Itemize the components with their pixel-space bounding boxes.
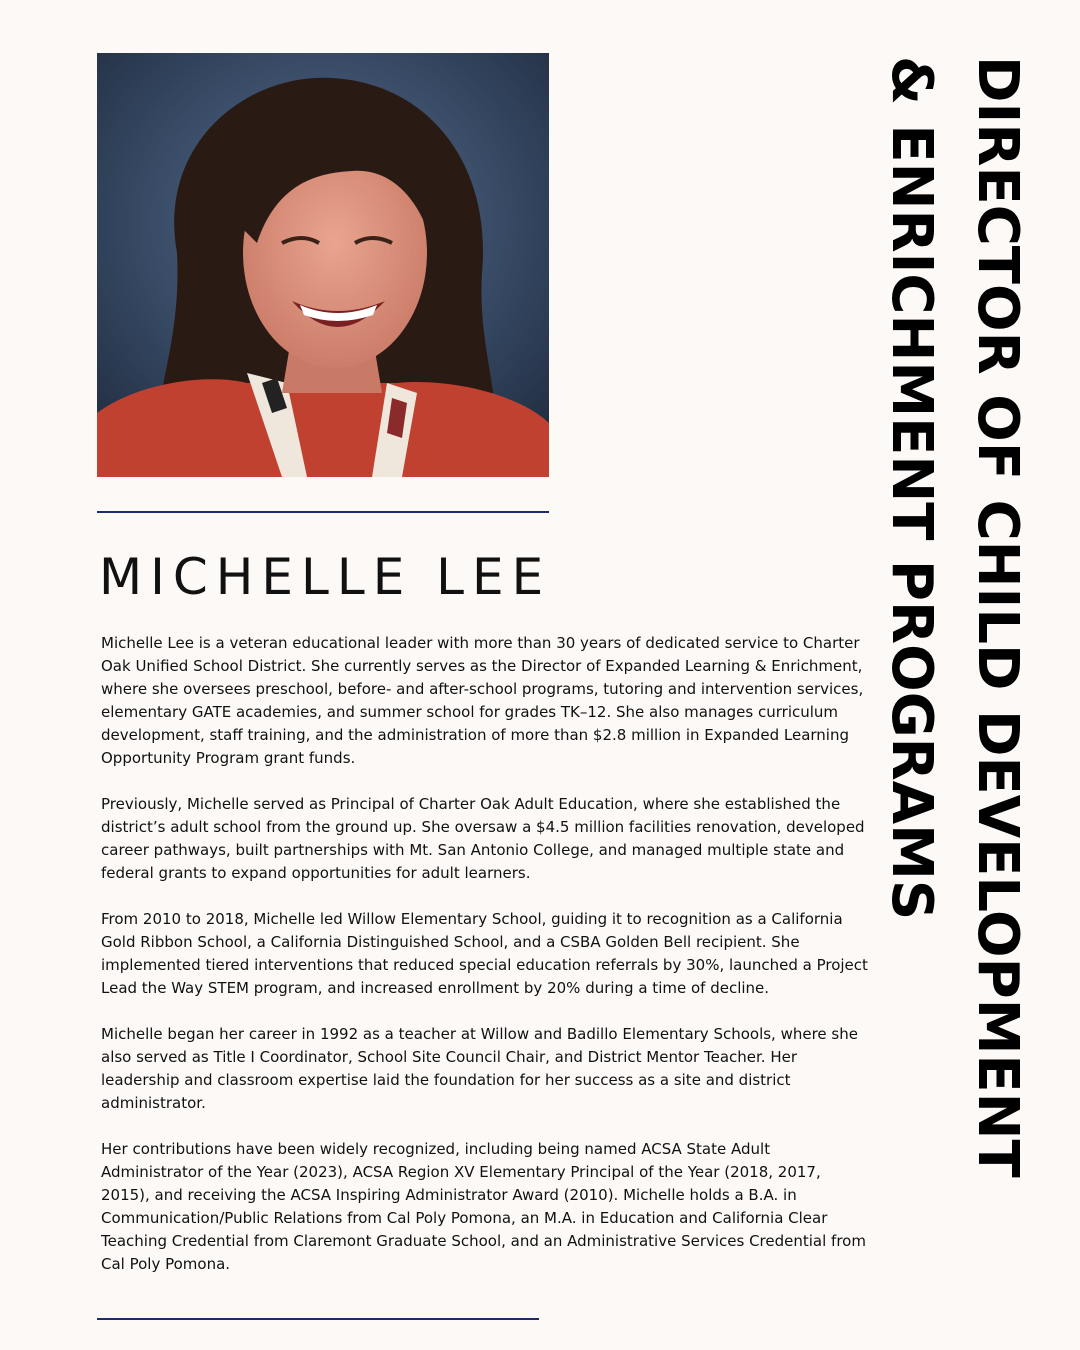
top-divider bbox=[97, 511, 549, 513]
portrait-illustration bbox=[97, 53, 549, 477]
bio-paragraph: Michelle began her career in 1992 as a teacher at Willow and Badillo Elementary Schools, where she also served as Title I Coordinator, School Site Council Chair, and District Mentor Teacher. Her leadership and classroom expertise laid the foundation for her success as a site and district administrator. bbox=[101, 1025, 858, 1112]
bio-paragraph: Her contributions have been widely recognized, including being named ACSA State Adult Administrator of the Year (2023), ACSA Region XV Elementary Principal of the Year (2018, 2017, 2015), and receiving the ACSA Inspiring Administrator Award (2010). Michelle holds a B.A. in Communication/Public Relations from Cal Poly Pomona, an M.A. in Education and California Clear Teaching Credential from Claremont Graduate School, and an Administrative Services Credential from Cal Poly Pomona. bbox=[101, 1140, 866, 1273]
person-name: MICHELLE LEE bbox=[99, 548, 552, 606]
job-title-line-2: & ENRICHMENT PROGRAMS bbox=[879, 56, 944, 921]
bio-paragraph: From 2010 to 2018, Michelle led Willow Elementary School, guiding it to recognition as a California Gold Ribbon School, a California Distinguished School, and a CSBA Golden Bell recipient. She implemented tiered interventions that reduced special education referrals by 30%, launched a Project Lead the Way STEM program, and increased enrollment by 20% during a time of decline. bbox=[101, 910, 868, 997]
portrait-photo bbox=[97, 53, 549, 477]
job-title-line-1: DIRECTOR OF CHILD DEVELOPMENT bbox=[965, 56, 1030, 1178]
bio-paragraph: Michelle Lee is a veteran educational leader with more than 30 years of dedicated service to Charter Oak Unified School District. She currently serves as the Director of Expanded Learning & Enrichment, where she oversees preschool, before- and after-school programs, tutoring and intervention services, elementary GATE academies, and summer school for grades TK–12. She also manages curriculum development, staff training, and the administration of more than $2.8 million in Expanded Learning Opportunity Program grant funds. bbox=[101, 634, 864, 767]
job-title bbox=[868, 56, 1040, 1178]
biography bbox=[101, 632, 873, 1299]
bio-paragraph: Previously, Michelle served as Principal of Charter Oak Adult Education, where she established the district’s adult school from the ground up. She oversaw a $4.5 million facilities renovation, developed career pathways, built partnerships with Mt. San Antonio College, and managed multiple state and federal grants to expand opportunities for adult learners. bbox=[101, 795, 865, 882]
bottom-divider bbox=[97, 1318, 539, 1320]
